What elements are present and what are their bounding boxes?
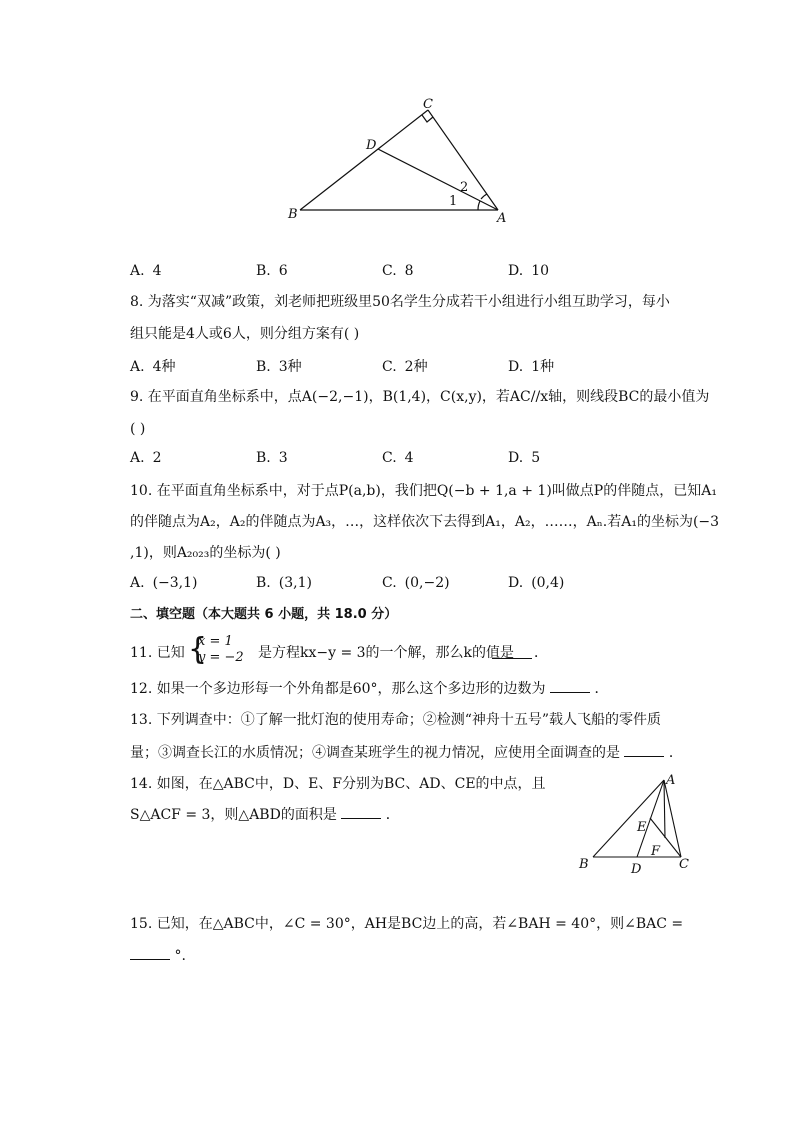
q15-answer-blank[interactable] <box>130 945 170 960</box>
angle-arc-1 <box>478 201 480 210</box>
q12-text: 12. 如果一个多边形每一个外角都是60°，那么这个多边形的边数为 <box>130 681 546 697</box>
label-B: B <box>579 857 589 872</box>
q14-line2-wrap <box>130 804 400 825</box>
q10-option-d[interactable]: D. (0,4) <box>508 575 565 591</box>
q11-answer-blank[interactable] <box>492 644 532 659</box>
q12-end: ． <box>594 681 609 697</box>
q10-line3: ,1)，则A₂₀₂₃的坐标为( ) <box>130 545 281 561</box>
q7-option-a[interactable]: A. 4 <box>130 263 162 279</box>
q8-line1: 8. 为落实“双减”政策，刘老师把班级里50名学生分成若干小组进行小组互助学习，每小 <box>130 294 670 310</box>
q15-line2-wrap <box>130 945 186 966</box>
q9-line1: 9. 在平面直角坐标系中，点A(−2,−1)，B(1,4)，C(x,y)，若AC//x轴，则线段BC的最小值为 <box>130 389 710 405</box>
section-heading-fill-in: 二、填空题（本大题共 6 小题，共 18.0 分） <box>130 607 398 622</box>
label-angle-1: 1 <box>449 194 458 209</box>
q14-line1: 14. 如图，在△ABC中，D、E、F分别为BC、AD、CE的中点，且 <box>130 776 546 792</box>
q10-line1: 10. 在平面直角坐标系中，对于点P(a,b)，我们把Q(−b + 1,a + 1)叫做点P的伴随点，已知A₁ <box>130 483 717 499</box>
angle-arc-2 <box>481 194 487 199</box>
q10-option-c[interactable]: C. (0,−2) <box>382 575 450 591</box>
q9-option-a[interactable]: A. 2 <box>130 450 162 466</box>
right-angle-mark <box>422 115 433 122</box>
q11-system-eq2: y = −2 <box>198 650 244 665</box>
segment-CA <box>428 110 498 210</box>
q11-end: ． <box>534 645 548 661</box>
triangle-figure-q7 <box>280 95 520 230</box>
segment-BC <box>300 110 428 210</box>
label-A: A <box>666 773 676 788</box>
q15-line1: 15. 已知，在△ABC中，∠C = 30°，AH是BC边上的高，若∠BAH = 40°，则∠BAC = <box>130 916 684 932</box>
label-D: D <box>631 862 642 877</box>
q10-line2: 的伴随点为A₂，A₂的伴随点为A₃，…，这样依次下去得到A₁，A₂，……，Aₙ.若A₁的坐标为(−3 <box>130 514 720 530</box>
q12-answer-blank[interactable] <box>550 678 590 693</box>
q9-line2: ( ) <box>130 421 146 437</box>
triangle-figure-q14 <box>575 770 700 880</box>
q7-option-d[interactable]: D. 10 <box>508 263 550 279</box>
q8-option-c[interactable]: C. 2种 <box>382 359 428 375</box>
label-angle-2: 2 <box>460 180 469 195</box>
q10-option-a[interactable]: A. (−3,1) <box>130 575 198 591</box>
label-C: C <box>423 97 433 112</box>
q14-end: ． <box>385 807 400 823</box>
q9-option-b[interactable]: B. 3 <box>256 450 288 466</box>
q7-option-b[interactable]: B. 6 <box>256 263 288 279</box>
label-B: B <box>288 207 298 222</box>
label-E: E <box>637 820 647 835</box>
q14-answer-blank[interactable] <box>341 804 381 819</box>
label-F: F <box>651 844 661 859</box>
q9-option-c[interactable]: C. 4 <box>382 450 414 466</box>
q8-option-b[interactable]: B. 3种 <box>256 359 302 375</box>
q15-end: °. <box>174 948 186 964</box>
q13-line1: 13. 下列调查中：①了解一批灯泡的使用寿命；②检测“神舟十五号”载人飞船的零件质 <box>130 712 662 728</box>
segment-DA <box>378 149 498 210</box>
q12 <box>130 678 608 699</box>
label-C: C <box>679 857 689 872</box>
q8-option-a[interactable]: A. 4种 <box>130 359 176 375</box>
q8-line2: 组只能是4人或6人，则分组方案有( ) <box>130 326 360 342</box>
q14-line2: S△ACF = 3，则△ABD的面积是 <box>130 807 337 823</box>
q11-brace-icon: { <box>188 632 208 667</box>
q9-option-d[interactable]: D. 5 <box>508 450 541 466</box>
label-D: D <box>366 138 377 153</box>
q7-option-c[interactable]: C. 8 <box>382 263 414 279</box>
q10-option-b[interactable]: B. (3,1) <box>256 575 312 591</box>
q13-line2: 量；③调查长江的水质情况；④调查某班学生的视力情况，应使用全面调查的是 <box>130 745 620 761</box>
q13-line2-wrap <box>130 742 683 763</box>
q11-suffix: 是方程kx−y = 3的一个解，那么k的值是 <box>258 645 515 661</box>
q8-option-d[interactable]: D. 1种 <box>508 359 555 375</box>
label-A: A <box>497 211 507 226</box>
q11-system-eq1: x = 1 <box>198 634 233 649</box>
q13-answer-blank[interactable] <box>624 742 664 757</box>
q13-end: ． <box>668 745 683 761</box>
q11-prefix: 11. 已知 <box>130 645 185 661</box>
segment-AF <box>664 780 665 838</box>
